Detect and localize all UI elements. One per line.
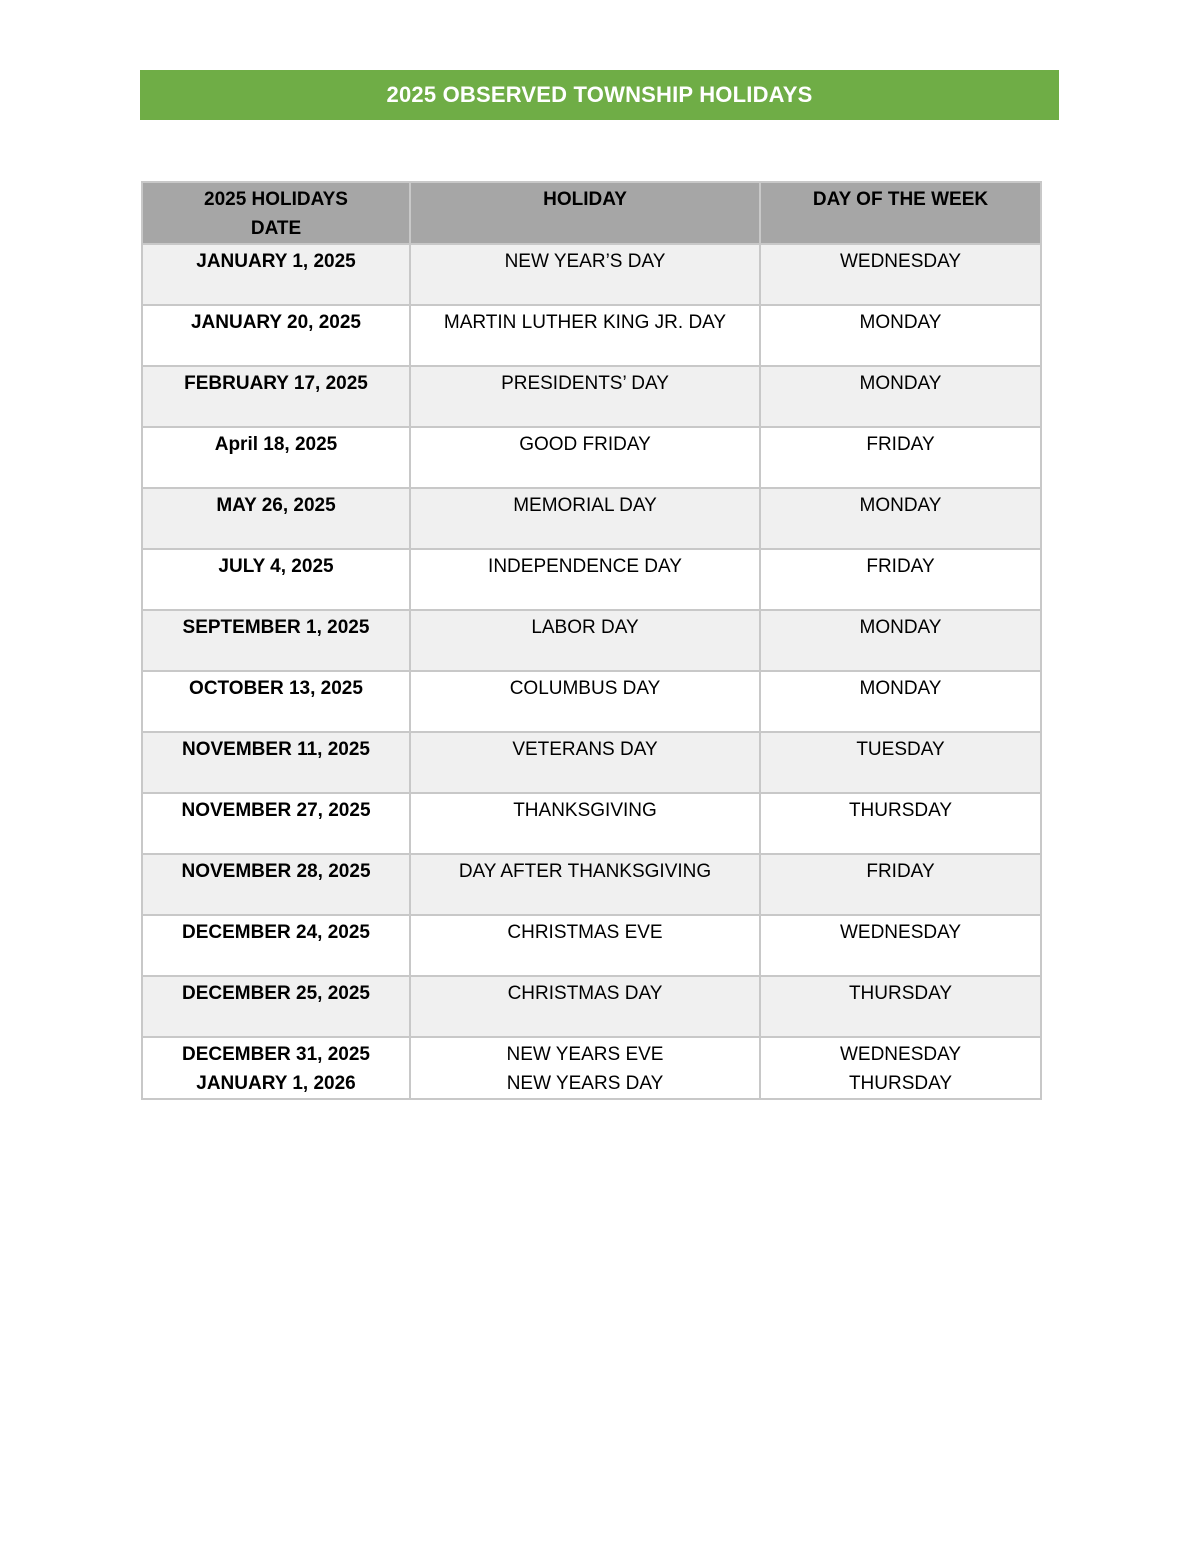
day-line2: THURSDAY	[848, 1073, 953, 1094]
date-cell: FEBRUARY 17, 2025	[142, 366, 410, 427]
day-cell: WEDNESDAY	[760, 915, 1041, 976]
date-cell: NOVEMBER 11, 2025	[142, 732, 410, 793]
day-cell: FRIDAY	[760, 427, 1041, 488]
date-line2: JANUARY 1, 2026	[196, 1073, 356, 1094]
day-cell: MONDAY	[760, 366, 1041, 427]
holiday-line2: NEW YEARS DAY	[506, 1073, 664, 1094]
date-cell: DECEMBER 25, 2025	[142, 976, 410, 1037]
table-row	[142, 244, 1041, 305]
header-date-line1: 2025 HOLIDAYS	[204, 189, 348, 210]
day-cell: THURSDAY	[760, 976, 1041, 1037]
holiday-line1: NEW YEARS EVE	[506, 1044, 664, 1065]
date-cell: JANUARY 20, 2025	[142, 305, 410, 366]
date-line1: DECEMBER 31, 2025	[182, 1044, 370, 1065]
holiday-cell	[410, 1037, 760, 1099]
holiday-cell: CHRISTMAS DAY	[410, 976, 760, 1037]
day-cell: WEDNESDAY	[760, 244, 1041, 305]
day-cell: TUESDAY	[760, 732, 1041, 793]
date-cell: NOVEMBER 28, 2025	[142, 854, 410, 915]
day-line1: WEDNESDAY	[839, 1044, 962, 1065]
holiday-cell: VETERANS DAY	[410, 732, 760, 793]
holiday-cell: INDEPENDENCE DAY	[410, 549, 760, 610]
header-date-line2: DATE	[250, 218, 302, 239]
day-cell: FRIDAY	[760, 549, 1041, 610]
table-row	[142, 915, 1041, 976]
date-cell: DECEMBER 24, 2025	[142, 915, 410, 976]
day-cell: MONDAY	[760, 610, 1041, 671]
day-cell: MONDAY	[760, 671, 1041, 732]
date-cell: NOVEMBER 27, 2025	[142, 793, 410, 854]
table-row	[142, 793, 1041, 854]
header-day: DAY OF THE WEEK	[760, 182, 1041, 244]
table-row	[142, 671, 1041, 732]
title-banner	[140, 70, 1059, 120]
table-row	[142, 549, 1041, 610]
table-row	[142, 732, 1041, 793]
holiday-cell: LABOR DAY	[410, 610, 760, 671]
table-header-row	[142, 182, 1041, 244]
page-title: 2025 OBSERVED TOWNSHIP HOLIDAYS	[386, 82, 813, 107]
date-cell	[142, 1037, 410, 1099]
holiday-cell: DAY AFTER THANKSGIVING	[410, 854, 760, 915]
day-cell: FRIDAY	[760, 854, 1041, 915]
holiday-cell: MEMORIAL DAY	[410, 488, 760, 549]
header-holiday: HOLIDAY	[410, 182, 760, 244]
holiday-cell: COLUMBUS DAY	[410, 671, 760, 732]
holiday-cell: PRESIDENTS’ DAY	[410, 366, 760, 427]
date-cell: MAY 26, 2025	[142, 488, 410, 549]
table-row	[142, 976, 1041, 1037]
day-cell	[760, 1037, 1041, 1099]
holiday-cell: MARTIN LUTHER KING JR. DAY	[410, 305, 760, 366]
header-date	[142, 182, 410, 244]
date-cell: SEPTEMBER 1, 2025	[142, 610, 410, 671]
holiday-cell: GOOD FRIDAY	[410, 427, 760, 488]
holiday-cell: CHRISTMAS EVE	[410, 915, 760, 976]
holidays-table	[141, 181, 1042, 1100]
table-row	[142, 610, 1041, 671]
holiday-cell: THANKSGIVING	[410, 793, 760, 854]
table-row	[142, 854, 1041, 915]
day-cell: MONDAY	[760, 305, 1041, 366]
table-row	[142, 366, 1041, 427]
day-cell: THURSDAY	[760, 793, 1041, 854]
table-row	[142, 427, 1041, 488]
date-cell: OCTOBER 13, 2025	[142, 671, 410, 732]
table-row	[142, 305, 1041, 366]
table-row	[142, 488, 1041, 549]
day-cell: MONDAY	[760, 488, 1041, 549]
date-cell: JULY 4, 2025	[142, 549, 410, 610]
table-row-last	[142, 1037, 1041, 1099]
holiday-cell: NEW YEAR’S DAY	[410, 244, 760, 305]
date-cell: April 18, 2025	[142, 427, 410, 488]
date-cell: JANUARY 1, 2025	[142, 244, 410, 305]
